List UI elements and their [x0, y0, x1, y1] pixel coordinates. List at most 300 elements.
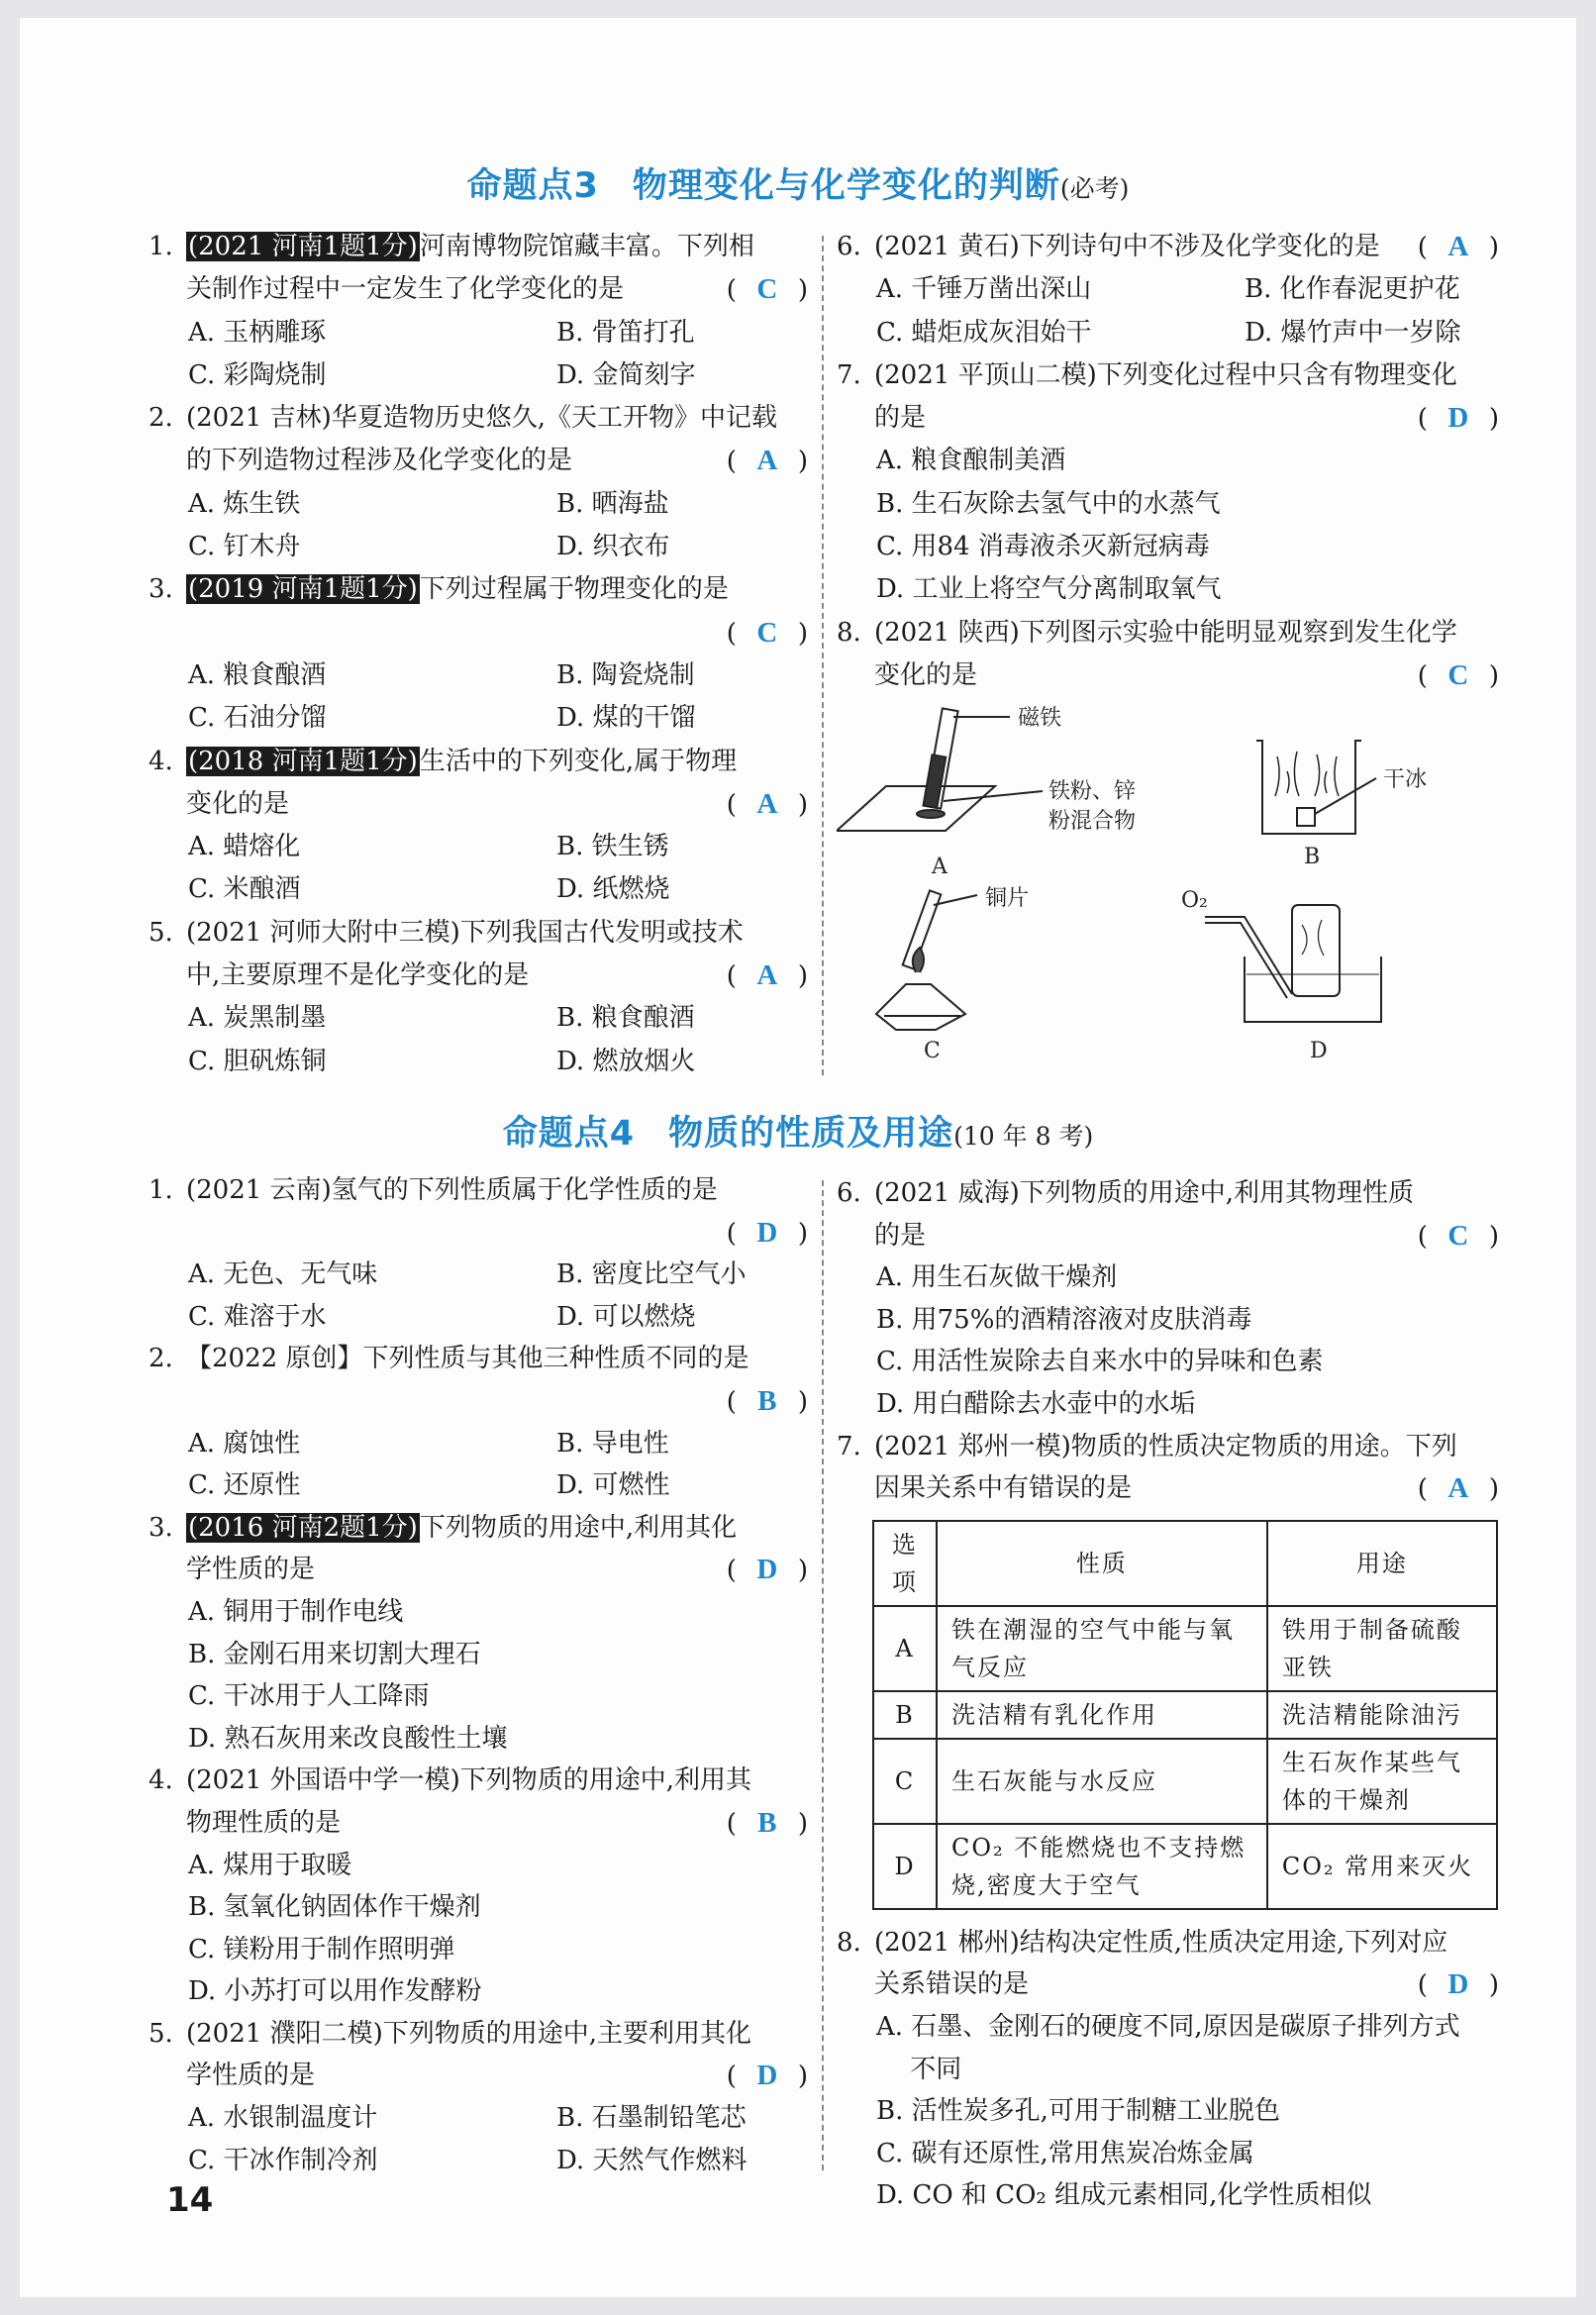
option-row	[149, 1675, 814, 1718]
question-source: (2018 河南1题1分)	[188, 746, 418, 776]
answer-line	[149, 1212, 814, 1255]
question-stem-line	[149, 741, 814, 783]
option-row	[149, 1296, 814, 1339]
option: C. 难溶于水	[188, 1301, 327, 1332]
table-cell: 生石灰作某些气体的干燥剂	[1267, 1739, 1497, 1824]
question-number: 7.	[837, 1431, 861, 1461]
question-stem-text: 中,主要原理不是化学变化的是	[186, 960, 530, 991]
question-3	[149, 568, 814, 740]
bracket-open: (	[726, 618, 737, 649]
option-row	[837, 2133, 1505, 2175]
option: 不同	[876, 2054, 962, 2084]
question-stem-text: 关制作过程中一定发生了化学变化的是	[186, 274, 625, 305]
section-number: 命题点3	[466, 166, 599, 206]
answer-letter: B	[757, 1806, 777, 1839]
question-1	[149, 226, 814, 397]
option: C. 用84 消毒液杀灭新冠病毒	[876, 532, 1210, 562]
powder-label-line2: 粉混合物	[1048, 809, 1137, 835]
answer-letter: C	[756, 616, 778, 649]
option: C. 干冰作制冷剂	[188, 2145, 378, 2175]
table-cell: B	[873, 1691, 937, 1739]
question-stem-line	[837, 1215, 1505, 1258]
answer-letter: A	[756, 787, 778, 820]
answer-bracket	[727, 2055, 808, 2098]
option: B. 晒海盐	[556, 488, 669, 519]
option: B. 生石灰除去氢气中的水蒸气	[876, 488, 1221, 519]
question-stem-line	[149, 2055, 814, 2097]
question-stem-line	[149, 1549, 814, 1591]
bracket-close: )	[797, 1808, 808, 1839]
option: A. 石墨、金刚石的硬度不同,原因是碳原子排列方式	[876, 2011, 1460, 2042]
option-row	[149, 526, 814, 568]
option-row	[837, 440, 1505, 482]
option: D. 小苏打可以用作发酵粉	[188, 1976, 482, 2007]
answer-letter: D	[756, 2060, 778, 2092]
properties-uses-table	[872, 1520, 1498, 1910]
question-stem-text: 下列物质的用途中,利用其化	[419, 1512, 738, 1543]
figure-d-oxygen-collection	[1205, 905, 1381, 1022]
question-stem-line	[837, 397, 1505, 440]
question-stem-text: 下列性质与其他三种性质不同的是	[362, 1344, 749, 1374]
question-stem-line	[149, 397, 814, 440]
question-stem-text: 学性质的是	[186, 2061, 316, 2091]
table-cell: CO₂ 不能燃烧也不支持燃烧,密度大于空气	[937, 1824, 1267, 1909]
table-cell: 洗洁精有乳化作用	[937, 1691, 1267, 1739]
answer-bracket	[727, 612, 808, 655]
question-stem-line	[837, 1963, 1505, 2006]
question-number: 8.	[837, 617, 861, 648]
option: A. 煤用于取暖	[188, 1850, 352, 1880]
option: B. 金刚石用来切割大理石	[188, 1639, 481, 1669]
option: B. 化作春泥更护花	[1245, 274, 1460, 305]
option: D. 天然气作燃料	[556, 2145, 748, 2175]
option-row	[149, 654, 814, 697]
option-row	[837, 483, 1505, 526]
answer-line	[149, 1380, 814, 1423]
question-number: 5.	[149, 917, 173, 948]
question-stem-text: 氢气的下列性质属于化学性质的是	[331, 1175, 718, 1205]
question-stem-line	[837, 1922, 1505, 1964]
answer-bracket	[1418, 1215, 1499, 1258]
question-4	[149, 1760, 814, 2013]
question-stem-text: 华夏造物历史悠久,《天工开物》中记载	[331, 403, 777, 434]
question-source: (2021 吉林)	[186, 403, 332, 434]
question-stem-line	[149, 2013, 814, 2056]
option: B. 陶瓷烧制	[556, 659, 695, 690]
option-row	[149, 997, 814, 1040]
answer-bracket	[727, 1380, 808, 1424]
bracket-close: )	[797, 275, 808, 306]
question-5	[149, 2013, 814, 2181]
question-stem-text: 学性质的是	[186, 1555, 316, 1585]
question-number: 6.	[837, 1178, 861, 1208]
question-number: 2.	[149, 403, 173, 434]
option: A. 无色、无气味	[188, 1259, 378, 1290]
question-3	[149, 1507, 814, 1761]
question-number: 2.	[149, 1344, 173, 1374]
option-row	[149, 1423, 814, 1465]
question-stem-text: 结构决定性质,性质决定用途,下列对应	[1019, 1927, 1448, 1958]
question-number: 8.	[837, 1927, 861, 1958]
right-column	[837, 1172, 1505, 2217]
left-column	[149, 1169, 814, 2181]
option-row	[149, 1634, 814, 1676]
bracket-open: (	[1417, 1474, 1428, 1505]
answer-bracket	[727, 1802, 808, 1846]
answer-letter: A	[1447, 231, 1469, 262]
question-stem-line	[837, 1426, 1505, 1468]
question-number: 1.	[149, 232, 173, 261]
option: C. 镁粉用于制作照明弹	[188, 1934, 455, 1964]
question-stem-line	[149, 268, 814, 311]
option-row	[149, 1041, 814, 1083]
question-stem-line	[149, 1169, 814, 1212]
bracket-open: (	[1417, 404, 1428, 435]
question-7	[837, 1426, 1505, 1910]
question-2	[149, 397, 814, 568]
question-number: 3.	[149, 1512, 173, 1543]
option: D. 织衣布	[556, 532, 670, 562]
option: C. 米酿酒	[188, 874, 301, 905]
question-6	[837, 1172, 1505, 1426]
question-8	[837, 612, 1505, 1066]
question-source: (2016 河南2题1分)	[188, 1512, 418, 1543]
answer-line	[149, 612, 814, 654]
table-header-row	[873, 1521, 1497, 1606]
option-row	[837, 1341, 1505, 1383]
option-row	[837, 526, 1505, 568]
question-stem-line	[149, 1338, 814, 1380]
option: D. 纸燃烧	[556, 874, 670, 905]
table-cell: CO₂ 常用来灭火	[1267, 1824, 1497, 1909]
answer-bracket	[727, 268, 808, 312]
question-source: (2021 陕西)	[874, 617, 1020, 648]
option: A. 炭黑制墨	[188, 1003, 327, 1034]
bracket-open: (	[726, 1218, 737, 1249]
magnet-label: 磁铁	[1018, 706, 1062, 732]
question-stem-line	[837, 1467, 1505, 1510]
bracket-open: (	[1417, 233, 1428, 262]
section-note: (10 年 8 考)	[953, 1122, 1094, 1151]
question-stem-line	[149, 440, 814, 482]
copper-label: 铜片	[985, 886, 1030, 912]
option-row	[149, 1591, 814, 1634]
figure-b-dry-ice-beaker	[1256, 741, 1376, 834]
dry-ice-label: 干冰	[1383, 767, 1428, 793]
answer-bracket	[727, 440, 808, 483]
option: C. 蜡炬成灰泪始干	[876, 317, 1092, 348]
option-row	[837, 2049, 1505, 2091]
option: C. 碳有还原性,常用焦炭冶炼金属	[876, 2138, 1254, 2168]
bracket-open: (	[1417, 1221, 1428, 1252]
question-2	[149, 1338, 814, 1506]
column-divider	[822, 1180, 824, 2170]
answer-bracket	[1418, 1963, 1499, 2007]
question-8	[837, 1922, 1505, 2217]
question-number: 4.	[149, 746, 173, 776]
option-row	[837, 568, 1505, 611]
option-row	[149, 2140, 814, 2182]
question-source: (2021 河师大附中三模)	[186, 917, 460, 948]
bracket-open: (	[726, 1808, 737, 1839]
bracket-close: )	[797, 961, 808, 992]
question-stem-line	[837, 612, 1505, 654]
bracket-close: )	[1488, 1970, 1499, 2001]
bracket-open: (	[726, 789, 737, 820]
option: C. 用活性炭除去自来水中的异味和色素	[876, 1347, 1324, 1377]
question-stem-line	[837, 226, 1505, 268]
option: A. 腐蚀性	[188, 1428, 301, 1459]
option-row	[149, 1929, 814, 1971]
question-stem-text: 的是	[874, 1220, 927, 1251]
option-row	[149, 1718, 814, 1761]
option: D. 可以燃烧	[556, 1301, 696, 1332]
option: B. 铁生锈	[556, 832, 669, 862]
answer-bracket	[727, 783, 808, 827]
option: A. 铜用于制作电线	[188, 1596, 404, 1627]
table-cell: 铁在潮湿的空气中能与氧气反应	[937, 1606, 1267, 1691]
question-stem-text: 因果关系中有错误的是	[874, 1473, 1133, 1504]
option-row	[149, 483, 814, 526]
column-divider	[822, 236, 824, 1075]
answer-letter: D	[756, 1554, 778, 1586]
bracket-close: )	[797, 2062, 808, 2092]
table-cell: 洗洁精能除油污	[1267, 1691, 1497, 1739]
bracket-close: )	[797, 1386, 808, 1417]
bracket-close: )	[1488, 660, 1499, 691]
bracket-close: )	[1488, 233, 1499, 262]
option-row	[149, 697, 814, 740]
bracket-open: (	[726, 1386, 737, 1417]
bracket-open: (	[1417, 1970, 1428, 2001]
question-stem-line	[149, 955, 814, 997]
question-stem-text: 下列物质的用途中,利用其物理性质	[1019, 1178, 1414, 1208]
bracket-close: )	[797, 618, 808, 649]
table-header-cell: 用途	[1267, 1521, 1497, 1606]
question-stem-line	[149, 1507, 814, 1550]
question-stem-line	[837, 1172, 1505, 1215]
table-header-cell: 性质	[937, 1521, 1267, 1606]
experiment-figure	[837, 697, 1505, 1065]
section-heading: 物质的性质及用途	[668, 1114, 954, 1154]
question-source: (2019 河南1题1分)	[188, 574, 418, 605]
answer-letter: D	[1447, 1968, 1469, 2001]
bracket-open: (	[726, 275, 737, 306]
option: D. 金简刻字	[556, 359, 696, 390]
question-5	[149, 912, 814, 1083]
left-column	[149, 226, 814, 1083]
question-4	[149, 741, 814, 912]
option: A. 蜡熔化	[188, 832, 301, 862]
answer-letter: A	[756, 959, 778, 992]
table-cell: 铁用于制备硫酸亚铁	[1267, 1606, 1497, 1691]
option-row	[149, 1970, 814, 2013]
question-stem-line	[837, 654, 1505, 697]
bracket-close: )	[797, 1218, 808, 1249]
answer-letter: D	[1447, 402, 1469, 435]
question-number: 5.	[149, 2018, 173, 2049]
option: B. 氢氧化钠固体作干燥剂	[188, 1892, 481, 1923]
question-stem-text: 的是	[874, 403, 927, 434]
answer-bracket	[727, 1212, 808, 1256]
question-number: 1.	[149, 1175, 173, 1205]
option: D. 可燃性	[556, 1470, 670, 1501]
question-stem-line	[149, 568, 814, 611]
option: D. 工业上将空气分离制取氧气	[876, 574, 1222, 605]
section-note: (必考)	[1059, 174, 1130, 203]
option-row	[837, 1383, 1505, 1426]
question-number: 4.	[149, 1765, 173, 1796]
section-title-4	[0, 1106, 1596, 1156]
section-heading: 物理变化与化学变化的判断	[632, 166, 1060, 206]
answer-letter: D	[756, 1216, 778, 1249]
figure-label-b: B	[1304, 845, 1321, 870]
option-row	[149, 1886, 814, 1929]
answer-bracket	[727, 1549, 808, 1592]
table-row	[873, 1691, 1497, 1739]
bracket-open: (	[726, 2062, 737, 2092]
bracket-close: )	[797, 789, 808, 820]
answer-letter: C	[1447, 1219, 1469, 1252]
figure-a-magnet-experiment	[837, 709, 1043, 832]
question-stem-text: 下列变化过程中只含有物理变化	[1096, 359, 1457, 390]
option-row	[149, 868, 814, 911]
answer-letter: C	[1447, 658, 1469, 691]
option-row	[837, 1257, 1505, 1299]
figure-label-d: D	[1310, 1039, 1328, 1064]
section-title-3	[0, 158, 1596, 208]
question-source: (2021 郴州)	[874, 1927, 1020, 1958]
bracket-close: )	[1488, 1474, 1499, 1505]
option: C. 石油分馏	[188, 703, 327, 734]
answer-bracket	[1418, 1467, 1499, 1511]
option: D. 爆竹声中一岁除	[1245, 317, 1461, 348]
option-row	[837, 2090, 1505, 2133]
question-stem-text: 河南博物院馆藏丰富。下列相	[419, 232, 754, 261]
option: B. 活性炭多孔,可用于制糖工业脱色	[876, 2096, 1280, 2127]
bracket-close: )	[797, 447, 808, 477]
option-row	[149, 2097, 814, 2140]
question-number: 7.	[837, 359, 861, 390]
option-row	[837, 1299, 1505, 1342]
figure-label-c: C	[924, 1039, 941, 1064]
table-row	[873, 1606, 1497, 1691]
option: D. 燃放烟火	[556, 1046, 696, 1076]
powder-label: 铁粉、锌	[1048, 779, 1137, 805]
option: C. 钉木舟	[188, 532, 301, 562]
option-row	[149, 312, 814, 354]
option: B. 粮食酿酒	[556, 1003, 695, 1034]
bracket-open: (	[726, 1556, 737, 1586]
option-row	[149, 1464, 814, 1507]
question-stem-line	[837, 354, 1505, 397]
option: D. 熟石灰用来改良酸性土壤	[188, 1723, 508, 1754]
bracket-close: )	[1488, 1221, 1499, 1252]
answer-bracket	[1418, 226, 1499, 269]
question-stem-text: 物质的性质决定物质的用途。下列	[1070, 1431, 1457, 1461]
option-row	[149, 354, 814, 397]
question-7	[837, 354, 1505, 612]
option-row	[837, 2006, 1505, 2049]
option: B. 密度比空气小	[556, 1259, 747, 1290]
question-stem-text: 变化的是	[874, 659, 978, 690]
bracket-open: (	[726, 961, 737, 992]
option: A. 粮食酿制美酒	[876, 446, 1066, 476]
option: C. 还原性	[188, 1470, 301, 1501]
question-stem-text: 变化的是	[186, 788, 290, 819]
question-stem-line	[149, 1802, 814, 1845]
question-1	[149, 1169, 814, 1338]
question-stem-text: 关系错误的是	[874, 1969, 1030, 2000]
section-number: 命题点4	[502, 1114, 636, 1154]
question-source: (2021 平顶山二模)	[874, 359, 1097, 390]
oxygen-label: O₂	[1181, 888, 1208, 914]
question-stem-text: 物理性质的是	[186, 1807, 342, 1838]
question-number: 6.	[837, 232, 861, 261]
answer-letter: B	[757, 1384, 777, 1417]
bracket-close: )	[1488, 404, 1499, 435]
option: B. 用75%的酒精溶液对皮肤消毒	[876, 1304, 1252, 1335]
question-stem-line	[149, 783, 814, 826]
bracket-close: )	[797, 1556, 808, 1586]
right-column	[837, 226, 1505, 1065]
question-source: (2021 河南1题1分)	[188, 232, 418, 261]
option: A. 用生石灰做干燥剂	[876, 1262, 1118, 1293]
option-row	[149, 1845, 814, 1887]
option-row	[837, 268, 1505, 311]
question-stem-line	[149, 226, 814, 268]
answer-bracket	[727, 955, 808, 998]
page-number: 14	[166, 2180, 214, 2220]
table-header-cell: 选项	[873, 1521, 937, 1606]
answer-letter: C	[756, 273, 778, 306]
question-stem-text: 下列我国古代发明或技术	[459, 917, 744, 948]
answer-letter: A	[1447, 1472, 1469, 1505]
question-source: (2021 濮阳二模)	[186, 2018, 383, 2049]
option-row	[149, 826, 814, 868]
question-source: (2021 郑州一模)	[874, 1431, 1071, 1461]
table-cell: 生石灰能与水反应	[937, 1739, 1267, 1824]
option-row	[837, 2174, 1505, 2217]
question-source: (2021 云南)	[186, 1175, 332, 1205]
question-stem-text: 生活中的下列变化,属于物理	[419, 746, 738, 776]
option: A. 水银制温度计	[188, 2103, 378, 2134]
option: A. 粮食酿酒	[188, 659, 327, 690]
table-cell: D	[873, 1824, 937, 1909]
bracket-open: (	[1417, 660, 1428, 691]
question-source: 【2022 原创】	[186, 1344, 363, 1374]
answer-letter: A	[756, 445, 778, 477]
option: A. 玉柄雕琢	[188, 317, 327, 348]
question-stem-text: 下列过程属于物理变化的是	[419, 574, 729, 605]
figure-label-a: A	[932, 855, 948, 880]
question-source: (2021 外国语中学一模)	[186, 1765, 460, 1796]
option: B. 石墨制铅笔芯	[556, 2103, 747, 2134]
option: A. 炼生铁	[188, 488, 301, 519]
option: B. 导电性	[556, 1428, 669, 1459]
question-stem-line	[149, 912, 814, 955]
question-6	[837, 226, 1505, 354]
table-cell: A	[873, 1606, 937, 1691]
question-stem-text: 的下列造物过程涉及化学变化的是	[186, 446, 573, 476]
figure-c-copper-heating	[876, 891, 977, 1031]
table-row	[873, 1824, 1497, 1909]
question-source: (2021 黄石)	[874, 232, 1020, 261]
bracket-open: (	[726, 447, 737, 477]
table-cell: C	[873, 1739, 937, 1824]
option: A. 千锤万凿出深山	[876, 274, 1092, 305]
table-row	[873, 1739, 1497, 1824]
